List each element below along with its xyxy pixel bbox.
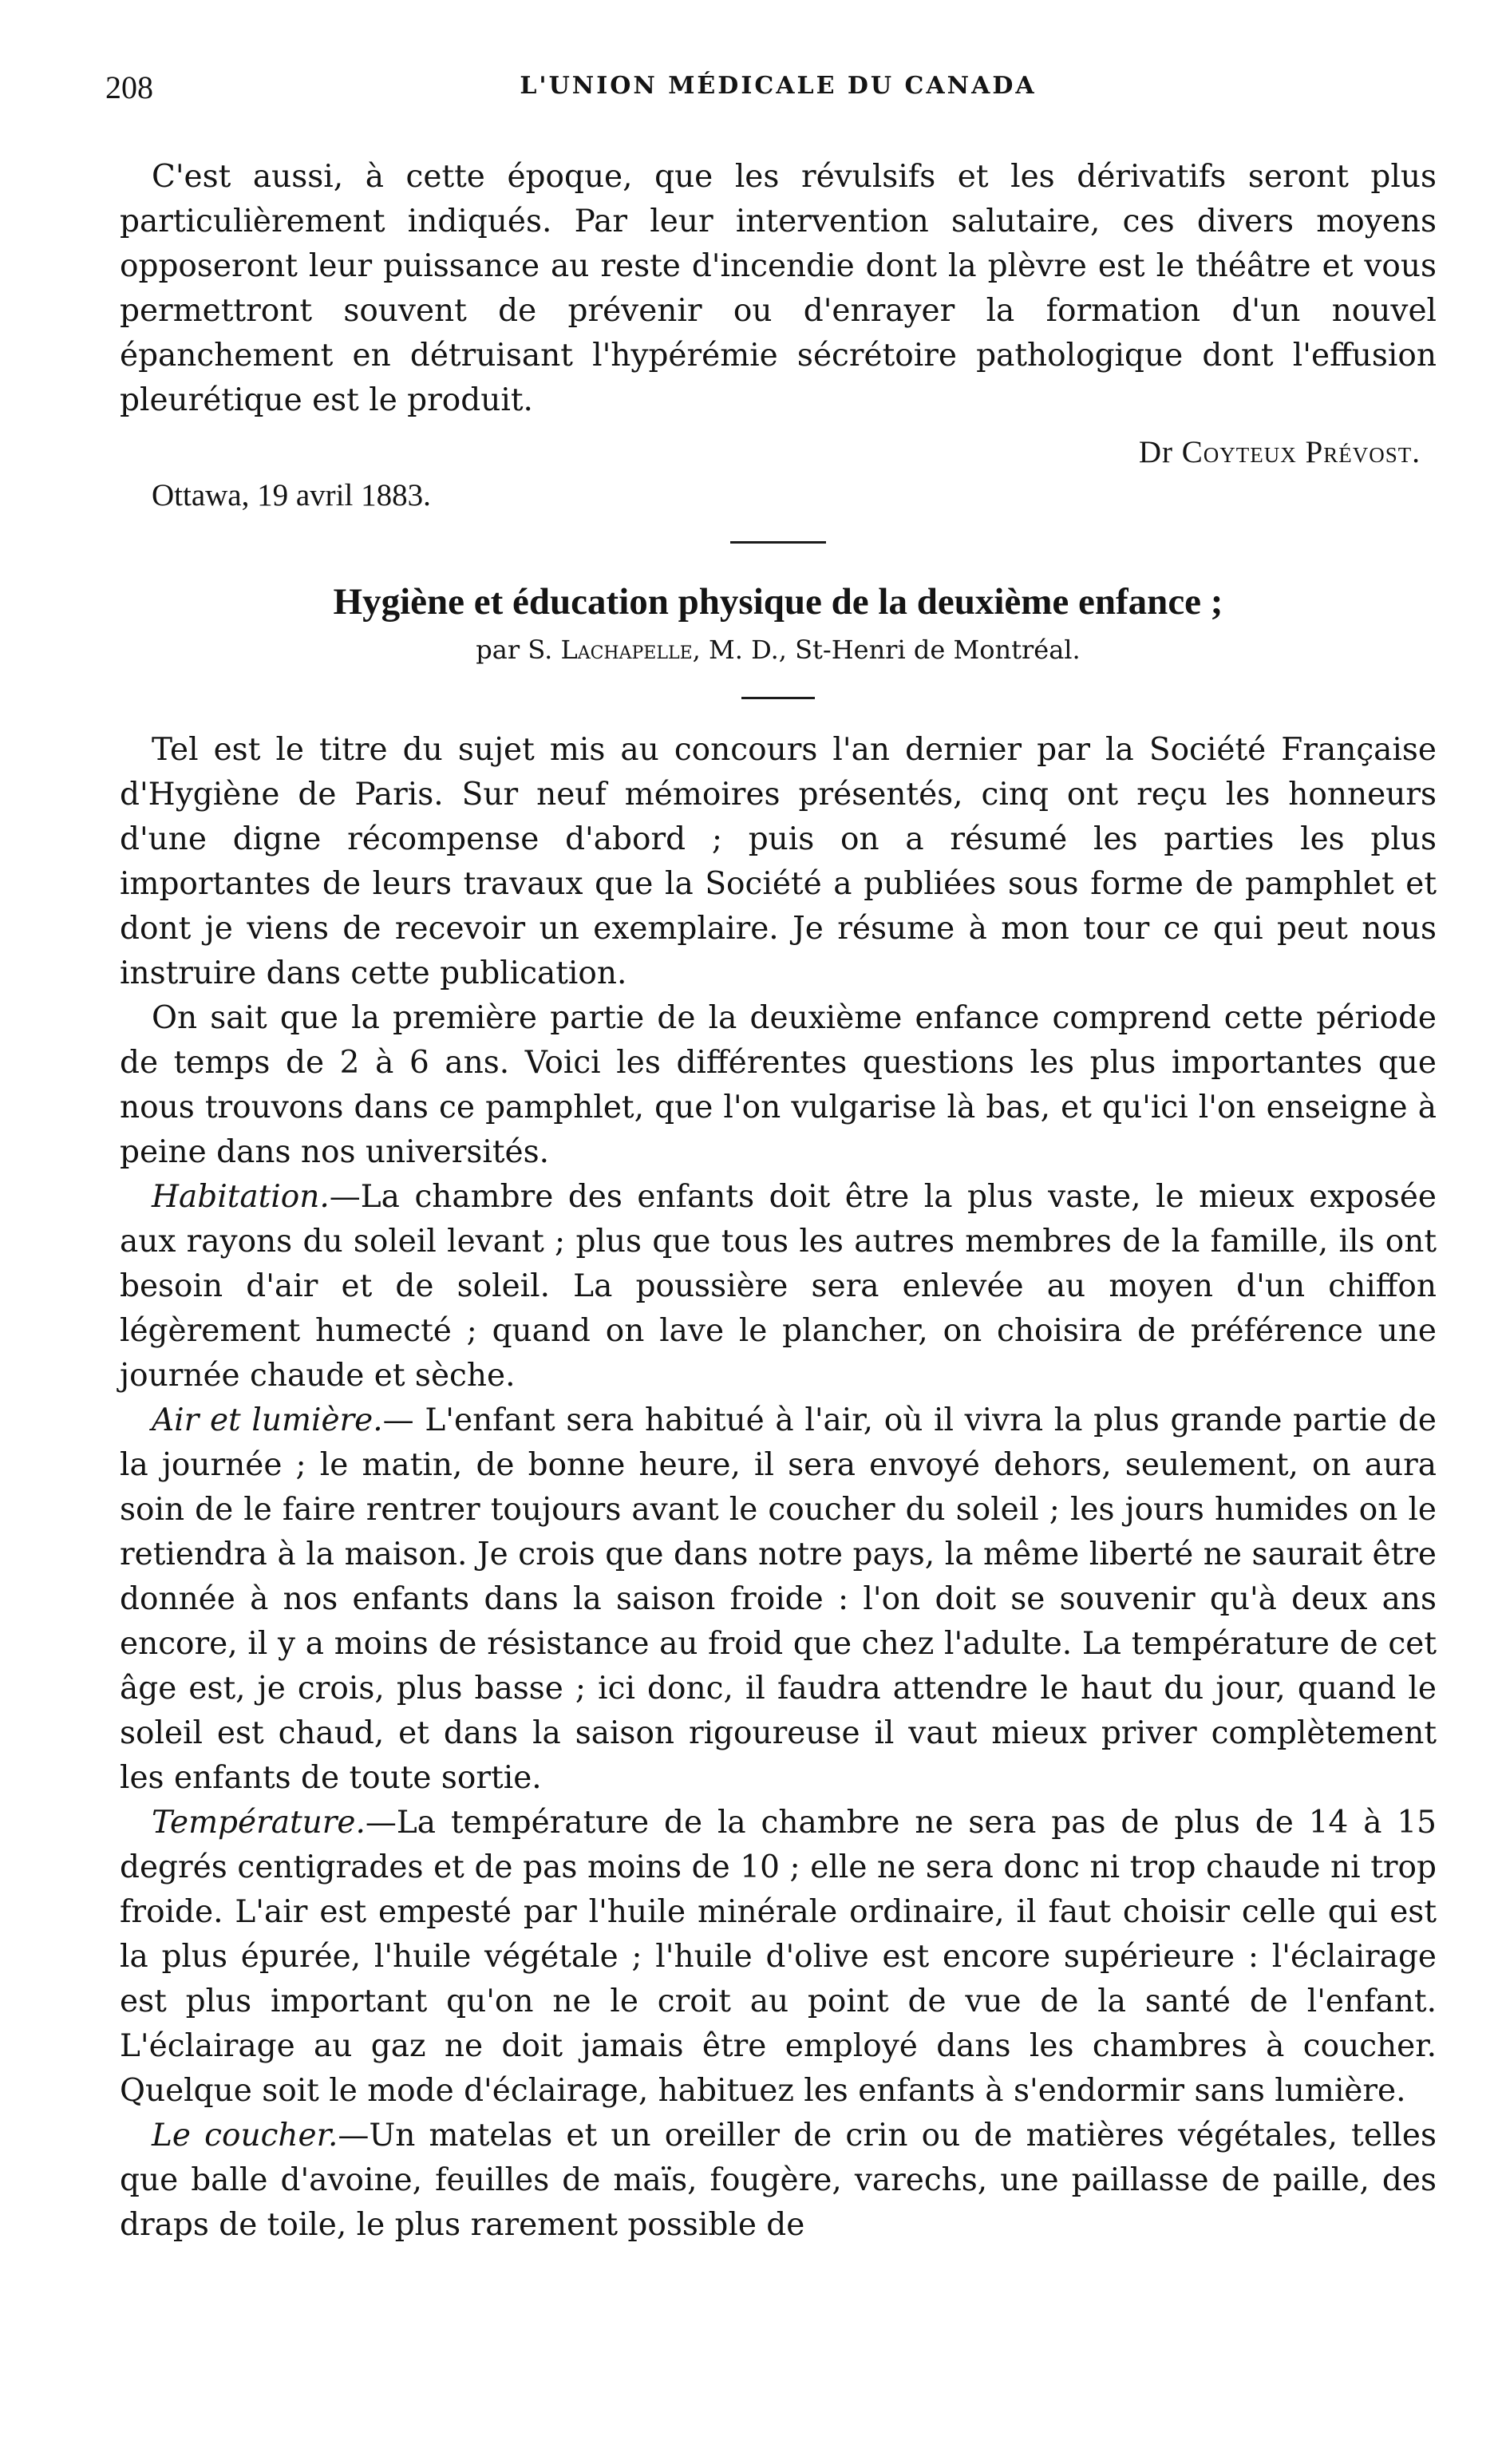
title-divider (741, 697, 815, 699)
article-byline (120, 635, 1437, 665)
section-text: —Un matelas et un oreiller de crin ou de matières végétales, telles que balle d'avoine, feuilles de maïs, fougère, varechs, une paillasse de paille, des draps de toile, le plus rarement possible de (120, 2118, 1437, 2243)
section-text: —La température de la chambre ne sera pas de plus de 14 à 15 degrés centigrades et de pas moins de 10 ; elle ne sera donc ni trop chaude ni trop froide. L'air est empesté par l'huile minérale ordinaire, il faut choisir celle qui est la plus épurée, l'huile végétale ; l'huile d'olive est encore supérieure : l'éclairage est plus important qu'on ne le croit au point de vue de la santé de l'enfant. L'éclairage au gaz ne doit jamais être employé dans les chambres à coucher. Quelque soit le mode d'éclairage, habituez les enfants à s'endormir sans lumière. (120, 1805, 1437, 2109)
section-temperature (120, 1801, 1437, 2114)
paragraph: Tel est le titre du sujet mis au concours l'an dernier par la Société Française d'Hygiène de Paris. Sur neuf mémoires présentés, cinq ont reçu les honneurs d'une digne récompense d'abord ; puis on a résumé les parties les plus importantes de leurs travaux que la Société a publiées sous forme de pamphlet et dont je viens de recevoir un exemplaire. Je résume à mon tour ce qui peut nous instruire dans cette publication. (120, 732, 1437, 991)
intro-text (120, 155, 1437, 423)
section-lead: Habitation. (152, 1179, 330, 1215)
paragraph: On sait que la première partie de la deuxième enfance comprend cette période de temps de 2 à 6 ans. Voici les différentes questions les plus importantes que nous trouvons dans ce pamphlet, que l'on vulgarise là bas, et qu'ici l'on enseigne à peine dans nos universités. (120, 1000, 1437, 1170)
author-signature (1139, 434, 1421, 470)
byline-author: Lachapelle, (560, 635, 701, 665)
section-text: —La chambre des enfants doit être la plus vaste, le mieux exposée aux rayons du soleil levant ; plus que tous les autres membres de la famille, ils ont besoin d'air et de soleil. La poussière sera enlevée au moyen d'un chiffon légèrement humecté ; quand on lave le plancher, on choisira de préférence une journée chaude et sèche. (120, 1179, 1437, 1394)
running-head: L'UNION MÉDICALE DU CANADA (520, 72, 1037, 100)
book-page (105, 64, 1437, 2248)
section-text: — L'enfant sera habitué à l'air, où il vivra la plus grande partie de la journée ; le matin, de bonne heure, il sera envoyé dehors, seulement, on aura soin de le faire rentrer toujours avant le coucher du soleil ; les jours humides on le retiendra à la maison. Je crois que dans notre pays, la même liberté ne saurait être donnée à nos enfants dans la saison froide : l'on doit se souvenir qu'à deux ans encore, il y a moins de résistance au froid que chez l'adulte. La température de cet âge est, je crois, plus basse ; ici donc, il faudra attendre le haut du jour, quand le soleil est chaud, et dans la saison rigoureuse il vaut mieux priver complètement les enfants de toute sortie. (120, 1402, 1437, 1796)
signature-name: Coyteux Prévost. (1181, 435, 1421, 469)
signature-prefix: Dr (1138, 435, 1174, 469)
byline-suffix: M. D., St-Henri de Montréal. (708, 635, 1081, 665)
page-number: 208 (105, 69, 153, 105)
section-lead: Air et lumière. (152, 1402, 383, 1438)
article-body (120, 728, 1437, 2248)
article-title: Hygiène et éducation physique de la deuxième enfance ; (333, 581, 1223, 623)
page-header (105, 64, 1437, 112)
section-lead: Température. (152, 1805, 366, 1841)
section-divider (730, 541, 826, 544)
intro-paragraph: C'est aussi, à cette époque, que les révulsifs et les dérivatifs seront plus particulièrement indiqués. Par leur intervention salutaire, ces divers moyens opposeront leur puissance au reste d'incendie dont la plèvre est le théâtre et vous permettront souvent de prévenir ou d'enrayer la formation d'un nouvel épanchement en détruisant l'hypérémie sécrétoire pathologique dont l'effusion pleurétique est le produit. (120, 159, 1437, 418)
section-coucher (120, 2114, 1437, 2248)
section-habitation (120, 1175, 1437, 1398)
section-lead: Le coucher. (152, 2118, 338, 2154)
dateline: Ottawa, 19 avril 1883. (152, 478, 431, 512)
section-air-lumiere (120, 1398, 1437, 1801)
byline-prefix: par S. (476, 635, 553, 665)
signature-block (120, 423, 1437, 519)
